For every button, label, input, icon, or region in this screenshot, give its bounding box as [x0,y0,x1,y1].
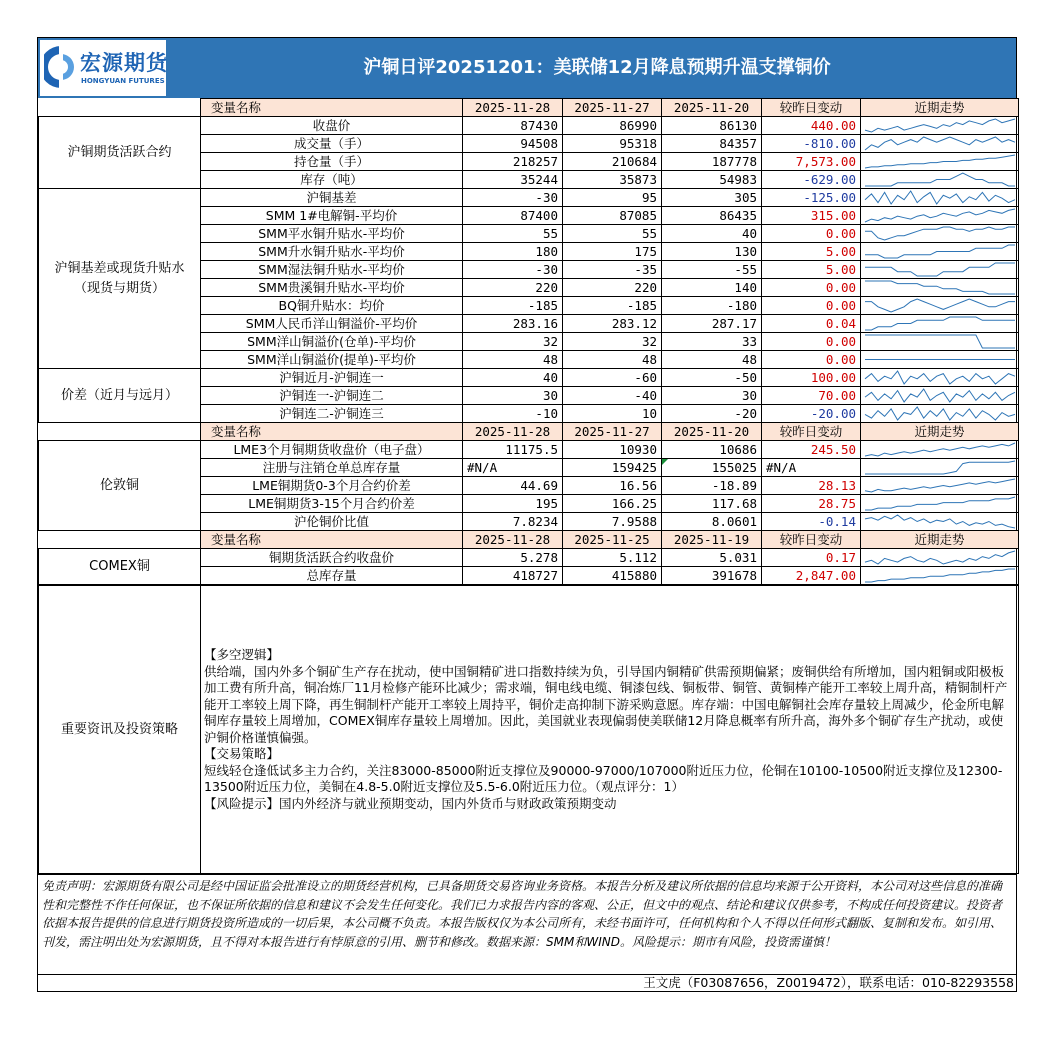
value-cell: 7.8234 [463,513,563,531]
variable-label: 沪铜连一-沪铜连二 [201,387,463,405]
trend-cell [861,549,1019,567]
sparkline-path [865,119,1015,132]
value-cell: -40 [563,387,662,405]
change-header: 较昨日变动 [762,99,861,117]
trend-sparkline [863,351,1017,368]
logic-text: 供给端，国内外多个铜矿生产存在扰动，使中国铜精矿进口指数持续为负，引导国内铜精矿供需预期偏紧；废铜供给有所增加，国内粗铜或阳极板加工费有所升高，铜冶炼厂11月检修产能环比减少；需求端，铜电线电缆、铜漆包线、铜板带、铜管、黄铜棒产能开工率较上周升高，精铜制杆产能开工率较上周下降，再生铜制杆产能开工率较上周持平，铜价走高抑制下游采购意愿。库存端：中国电解铜社会库存量较上周减少，伦金所电解铜库存量较上周增加，COMEX铜库存量较上周增加。因此，美国就业表现偏弱使美联储12月降息概率有所升高，海外多个铜矿存生产扰动，或使沪铜价格谨慎偏强。 [204,663,1008,745]
trend-sparkline [863,549,1017,566]
variable-label: 库存（吨） [201,171,463,189]
variable-label: SMM湿法铜升贴水-平均价 [201,261,463,279]
report-sheet [37,37,1017,992]
trend-cell [861,279,1019,297]
section-label: COMEX铜 [39,549,201,585]
trend-cell [861,567,1019,585]
variable-label: 沪铜近月-沪铜连一 [201,369,463,387]
header-spacer [39,423,201,441]
date-header: 2025-11-20 [662,99,762,117]
hongyuan-logo-icon [44,44,78,90]
date-header: 2025-11-27 [563,99,662,117]
change-cell: 28.13 [762,477,861,495]
variable-label: LME铜期货3-15个月合约价差 [201,495,463,513]
value-cell: 87430 [463,117,563,135]
strategy-label: 重要资讯及投资策略 [39,586,201,874]
company-logo [40,40,166,96]
trend-sparkline [863,441,1017,458]
value-cell: -180 [662,297,762,315]
sparkline-path [865,155,1015,168]
trend-sparkline [863,369,1017,386]
value-cell: 48 [563,351,662,369]
change-cell: -629.00 [762,171,861,189]
value-cell: 48 [662,351,762,369]
change-cell: 0.17 [762,549,861,567]
change-cell: 5.00 [762,261,861,279]
logo-text-en: HONGYUAN FUTURES [81,77,165,85]
variable-label: LME3个月铜期货收盘价（电子盘） [201,441,463,459]
trend-sparkline [863,495,1017,512]
value-cell: 195 [463,495,563,513]
sparkline-path [865,515,1015,528]
value-cell: 130 [662,243,762,261]
change-header: 较昨日变动 [762,531,861,549]
change-cell: -20.00 [762,405,861,423]
value-cell: 32 [463,333,563,351]
trade-title: 【交易策略】 [204,746,280,761]
change-cell: 315.00 [762,207,861,225]
header-spacer [39,531,201,549]
change-header: 较昨日变动 [762,423,861,441]
section-label: 沪铜基差或现货升贴水（现货与期货） [39,189,201,369]
value-cell: 84357 [662,135,762,153]
value-cell: #N/A [463,459,563,477]
change-cell: 0.00 [762,333,861,351]
value-cell: 35244 [463,171,563,189]
value-cell: 95 [563,189,662,207]
strategy-table [38,585,1019,874]
trend-sparkline [863,297,1017,314]
date-header: 2025-11-20 [662,423,762,441]
value-cell: 35873 [563,171,662,189]
value-cell: -50 [662,369,762,387]
value-cell: 86990 [563,117,662,135]
risk-line [204,796,1014,813]
table-row [39,369,1019,387]
sparkline-path [865,227,1015,240]
value-cell: 10930 [563,441,662,459]
sparkline-path [865,551,1015,564]
value-cell: -20 [662,405,762,423]
sparkline-path [865,299,1015,312]
variable-label: SMM人民币洋山铜溢价-平均价 [201,315,463,333]
variable-label: 收盘价 [201,117,463,135]
trend-cell [861,189,1019,207]
value-cell: 54983 [662,171,762,189]
trend-sparkline [863,243,1017,260]
value-cell: -30 [463,189,563,207]
var-name-header: 变量名称 [201,423,463,441]
value-cell: 11175.5 [463,441,563,459]
value-cell: 187778 [662,153,762,171]
change-cell: -125.00 [762,189,861,207]
sparkline-path [865,137,1015,150]
var-name-header: 变量名称 [201,531,463,549]
sparkline-path [865,497,1015,510]
change-cell: 70.00 [762,387,861,405]
value-cell: 33 [662,333,762,351]
variable-label: 沪铜连二-沪铜连三 [201,405,463,423]
strategy-row [39,586,1019,874]
value-cell: 86435 [662,207,762,225]
value-cell: -60 [563,369,662,387]
value-cell: 140 [662,279,762,297]
value-cell: 117.68 [662,495,762,513]
change-cell: 0.04 [762,315,861,333]
trend-cell [861,333,1019,351]
trend-cell [861,513,1019,531]
value-cell: 55 [563,225,662,243]
trend-cell [861,477,1019,495]
variable-label: SMM升水铜升贴水-平均价 [201,243,463,261]
value-cell: 287.17 [662,315,762,333]
sparkline-path [865,191,1015,204]
value-cell: 283.12 [563,315,662,333]
change-cell: 0.00 [762,279,861,297]
trend-sparkline [863,225,1017,242]
value-cell: 305 [662,189,762,207]
variable-label: 铜期货活跃合约收盘价 [201,549,463,567]
trend-sparkline [863,315,1017,332]
sparkline-path [865,371,1015,384]
trend-sparkline [863,207,1017,224]
variable-label: 总库存量 [201,567,463,585]
value-cell: 210684 [563,153,662,171]
sparkline-path [865,173,1015,186]
value-cell: 166.25 [563,495,662,513]
value-cell: 30 [662,387,762,405]
value-cell: 55 [463,225,563,243]
value-cell: 87085 [563,207,662,225]
trend-cell [861,387,1019,405]
trend-header: 近期走势 [861,531,1019,549]
variable-label: 注册与注销仓单总库存量 [201,459,463,477]
logic-title: 【多空逻辑】 [204,647,280,662]
trend-cell [861,351,1019,369]
value-cell: 48 [463,351,563,369]
value-cell: 87400 [463,207,563,225]
value-cell: 16.56 [563,477,662,495]
header-spacer [39,99,201,117]
disclaimer: 免责声明：宏源期货有限公司是经中国证监会批准设立的期货经营机构，已具备期货交易咨询业务资格。本报告分析及建议所依据的信息均来源于公开资料，本公司对这些信息的准确性和完整性不作任何保证，也不保证所依据的信息和建议不会发生任何变化。我们已力求报告内容的客观、公正，但文中的观点、结论和建议仅供参考，不构成任何投资建议。投资者依据本报告提供的信息进行期货投资所造成的一切后果，本公司概不负责。本报告版权仅为本公司所有，未经书面许可，任何机构和个人不得以任何形式翻版、复制和发布。如引用、刊发，需注明出处为宏源期货，且不得对本报告进行有悖原意的引用、删节和修改。数据来源：SMM和WIND。风险提示：期市有风险，投资需谨慎！ [38,874,1016,974]
trend-cell [861,297,1019,315]
sparkline-path [865,209,1015,222]
sparkline-path [865,281,1015,294]
value-cell: 220 [463,279,563,297]
trend-cell [861,369,1019,387]
sparkline-path [865,569,1015,582]
trade-text: 短线轻仓逢低试多主力合约，关注83000-85000附近支撑位及90000-97000/107000附近压力位，伦铜在10100-10500附近支撑位及12300-13500附近压力位，美铜在4.8-5.0附近支撑位及5.5-6.0附近压力位。（观点评分：1） [204,762,1003,794]
value-cell: 5.278 [463,549,563,567]
change-cell: -0.14 [762,513,861,531]
variable-label: 沪伦铜价比值 [201,513,463,531]
value-cell: 94508 [463,135,563,153]
section-label: 伦敦铜 [39,441,201,531]
trend-sparkline [863,567,1017,584]
change-cell: 0.00 [762,351,861,369]
value-cell: 220 [563,279,662,297]
column-header-row [39,423,1019,441]
trend-sparkline [863,387,1017,404]
trend-sparkline [863,477,1017,494]
variable-label: SMM洋山铜溢价(仓单)-平均价 [201,333,463,351]
value-cell: 8.0601 [662,513,762,531]
trend-sparkline [863,171,1017,188]
trend-cell [861,495,1019,513]
variable-label: LME铜期货0-3个月合约价差 [201,477,463,495]
column-header-row [39,99,1019,117]
table-row [39,189,1019,207]
date-header: 2025-11-27 [563,423,662,441]
sparkline-path [865,263,1015,276]
trend-cell [861,405,1019,423]
value-cell: 10686 [662,441,762,459]
strategy-content [201,586,1019,874]
value-cell: 175 [563,243,662,261]
date-header: 2025-11-25 [563,531,662,549]
report-header [38,38,1016,98]
value-cell: -185 [463,297,563,315]
sparkline-path [865,461,1015,474]
value-cell: -185 [563,297,662,315]
value-cell: -10 [463,405,563,423]
value-cell: 30 [463,387,563,405]
trend-sparkline [863,459,1017,476]
change-cell: 0.00 [762,297,861,315]
var-name-header: 变量名称 [201,99,463,117]
value-cell: 418727 [463,567,563,585]
variable-label: SMM洋山铜溢价(提单)-平均价 [201,351,463,369]
trend-cell [861,441,1019,459]
trend-cell [861,225,1019,243]
trend-cell [861,261,1019,279]
value-cell: 44.69 [463,477,563,495]
trend-sparkline [863,261,1017,278]
value-cell: 180 [463,243,563,261]
change-cell: 28.75 [762,495,861,513]
variable-label: 持仓量（手） [201,153,463,171]
value-cell: 95318 [563,135,662,153]
variable-label: 沪铜基差 [201,189,463,207]
value-cell: 32 [563,333,662,351]
table-row [39,549,1019,567]
change-cell: 0.00 [762,225,861,243]
date-header: 2025-11-28 [463,99,563,117]
trend-cell [861,153,1019,171]
value-cell: 415880 [563,567,662,585]
variable-label: SMM 1#电解铜-平均价 [201,207,463,225]
value-cell: -35 [563,261,662,279]
trend-sparkline [863,405,1017,422]
value-cell: 391678 [662,567,762,585]
trend-cell [861,243,1019,261]
trend-cell [861,171,1019,189]
trend-cell [861,315,1019,333]
trend-cell [861,135,1019,153]
value-cell: 7.9588 [563,513,662,531]
trend-sparkline [863,333,1017,350]
column-header-row [39,531,1019,549]
section-label: 价差（近月与远月） [39,369,201,423]
value-cell: 283.16 [463,315,563,333]
value-cell: 40 [463,369,563,387]
sparkline-path [865,317,1015,330]
logo-text-cn: 宏源期货 [80,51,168,75]
variable-label: BQ铜升贴水：均价 [201,297,463,315]
trend-cell [861,207,1019,225]
value-cell: -18.89 [662,477,762,495]
date-header: 2025-11-28 [463,531,563,549]
change-cell: #N/A [762,459,861,477]
variable-label: 成交量（手） [201,135,463,153]
trend-cell [861,117,1019,135]
value-cell: -55 [662,261,762,279]
trend-cell [861,459,1019,477]
sparkline-path [865,335,1015,348]
value-cell: 5.031 [662,549,762,567]
value-cell: 159425 [563,459,662,477]
table-row [39,441,1019,459]
trend-sparkline [863,135,1017,152]
trend-sparkline [863,189,1017,206]
data-table-body [39,99,1019,585]
trend-sparkline [863,153,1017,170]
change-cell: -810.00 [762,135,861,153]
value-cell: 10 [563,405,662,423]
date-header: 2025-11-28 [463,423,563,441]
risk-text: 国内外经济与就业预期变动，国内外货币与财政政策预期变动 [279,795,617,811]
variable-label: SMM贵溪铜升贴水-平均价 [201,279,463,297]
report-title: 沪铜日评20251201：美联储12月降息预期升温支撑铜价 [363,57,831,78]
change-cell: 245.50 [762,441,861,459]
variable-label: SMM平水铜升贴水-平均价 [201,225,463,243]
trend-sparkline [863,279,1017,296]
sparkline-path [865,245,1015,258]
sparkline-path [865,407,1015,420]
value-cell: 155025 [662,459,762,477]
trend-header: 近期走势 [861,423,1019,441]
change-cell: 7,573.00 [762,153,861,171]
table-row [39,117,1019,135]
section-label: 沪铜期货活跃合约 [39,117,201,189]
change-cell: 2,847.00 [762,567,861,585]
change-cell: 100.00 [762,369,861,387]
value-cell: 5.112 [563,549,662,567]
date-header: 2025-11-19 [662,531,762,549]
sparkline-path [865,389,1015,402]
value-cell: 40 [662,225,762,243]
trend-sparkline [863,117,1017,134]
change-cell: 5.00 [762,243,861,261]
data-table [38,98,1019,585]
risk-title: 【风险提示】 [204,795,280,811]
sparkline-path [865,443,1015,456]
change-cell: 440.00 [762,117,861,135]
value-cell: -30 [463,261,563,279]
value-cell: 86130 [662,117,762,135]
analyst-contact: 王文虎（F03087656，Z0019472），联系电话：010-82293558 [38,974,1016,991]
value-cell: 218257 [463,153,563,171]
sparkline-path [865,479,1015,492]
trend-header: 近期走势 [861,99,1019,117]
trend-sparkline [863,513,1017,530]
